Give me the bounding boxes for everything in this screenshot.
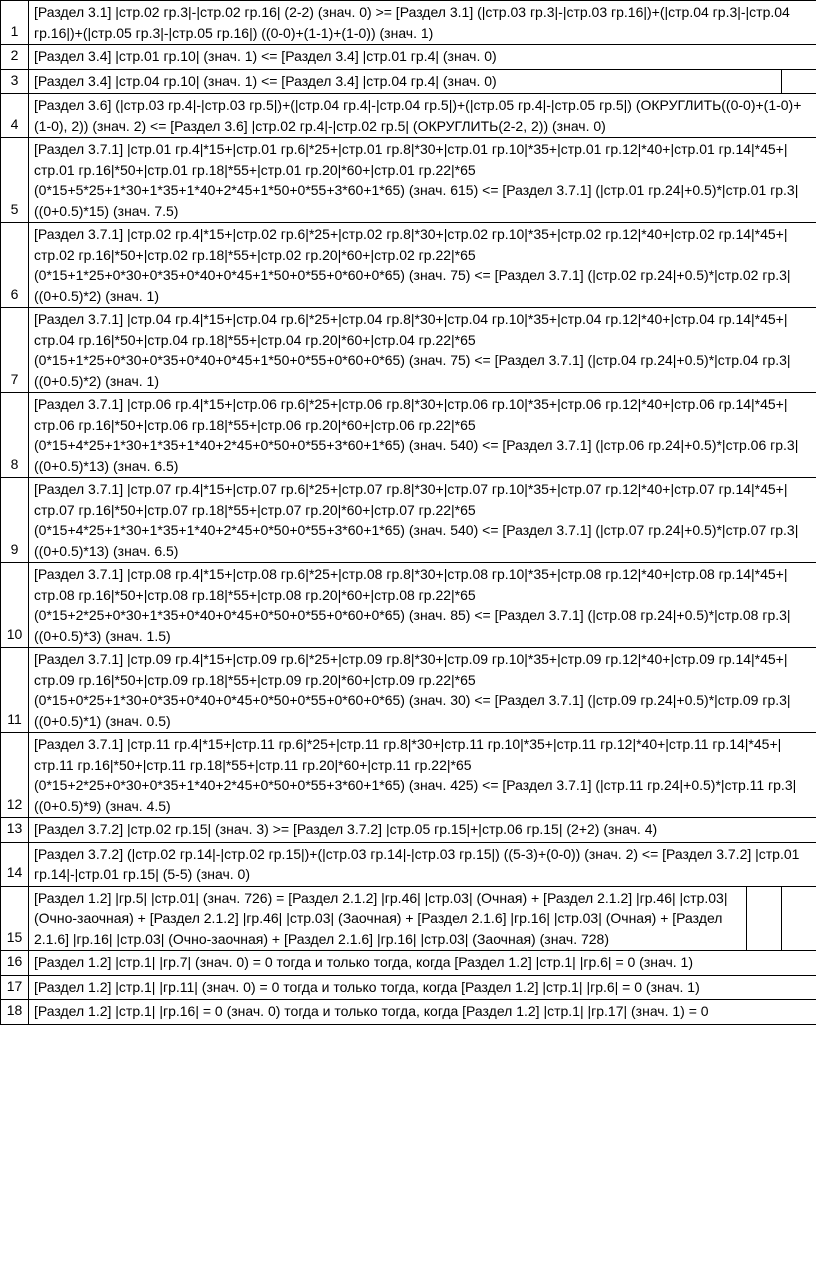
row-number: 3 xyxy=(1,70,29,95)
row-number: 8 xyxy=(1,393,29,478)
row-number: 12 xyxy=(1,733,29,818)
row-number: 7 xyxy=(1,308,29,393)
row-text: [Раздел 3.7.1] |стр.07 гр.4|*15+|стр.07 гр.6|*25+|стр.07 гр.8|*30+|стр.07 гр.10|*35+|стр.07 гр.12|*40+|стр.07 гр.14|*45+|стр.07 гр.16|*50+|стр.07 гр.18|*55+|стр.07 гр.20|*60+|стр.07 гр.22|*65 (0*15+4*25+1*30+1*35+1*40+2*45+0*50+0*55+3*60+1*65) (знач. 540) <= [Раздел 3.7.1] (|стр.07 гр.24|+0.5)*|стр.07 гр.3| ((0+0.5)*13) (знач. 6.5) xyxy=(29,478,816,563)
row-number: 9 xyxy=(1,478,29,563)
row-number: 10 xyxy=(1,563,29,648)
row-number: 15 xyxy=(1,887,29,952)
row-number: 14 xyxy=(1,843,29,887)
row-number: 5 xyxy=(1,138,29,223)
row-number: 18 xyxy=(1,1000,29,1025)
row-number: 17 xyxy=(1,976,29,1001)
row-number: 4 xyxy=(1,94,29,138)
empty-cell xyxy=(747,887,782,952)
row-number: 2 xyxy=(1,45,29,70)
row-text: [Раздел 1.2] |гр.5| |стр.01| (знач. 726) = [Раздел 2.1.2] |гр.46| |стр.03| (Очная) + [Раздел 2.1.2] |гр.46| |стр.03| (Очно-заочная) + [Раздел 2.1.2] |гр.46| |стр.03| (Заочная) + [Раздел 2.1.6] |гр.16| |стр.03| (Очная) + [Раздел 2.1.6] |гр.16| |стр.03| (Очно-заочная) + [Раздел 2.1.6] |гр.16| |стр.03| (Заочная) (знач. 728) xyxy=(29,887,747,952)
row-text: [Раздел 3.7.1] |стр.04 гр.4|*15+|стр.04 гр.6|*25+|стр.04 гр.8|*30+|стр.04 гр.10|*35+|стр.04 гр.12|*40+|стр.04 гр.14|*45+|стр.04 гр.16|*50+|стр.04 гр.18|*55+|стр.04 гр.20|*60+|стр.04 гр.22|*65 (0*15+1*25+0*30+0*35+0*40+0*45+1*50+0*55+0*60+0*65) (знач. 75) <= [Раздел 3.7.1] (|стр.04 гр.24|+0.5)*|стр.04 гр.3| ((0+0.5)*2) (знач. 1) xyxy=(29,308,816,393)
row-text: [Раздел 3.7.2] |стр.02 гр.15| (знач. 3) >= [Раздел 3.7.2] |стр.05 гр.15|+|стр.06 гр.15| (2+2) (знач. 4) xyxy=(29,818,816,843)
row-text: [Раздел 3.7.2] (|стр.02 гр.14|-|стр.02 гр.15|)+(|стр.03 гр.14|-|стр.03 гр.15|) ((5-3)+(0-0)) (знач. 2) <= [Раздел 3.7.2] |стр.01 гр.14|-|стр.01 гр.15| (5-5) (знач. 0) xyxy=(29,843,816,887)
row-text: [Раздел 3.7.1] |стр.01 гр.4|*15+|стр.01 гр.6|*25+|стр.01 гр.8|*30+|стр.01 гр.10|*35+|стр.01 гр.12|*40+|стр.01 гр.14|*45+|стр.01 гр.16|*50+|стр.01 гр.18|*55+|стр.01 гр.20|*60+|стр.01 гр.22|*65 (0*15+5*25+1*30+1*35+1*40+2*45+1*50+0*55+3*60+1*65) (знач. 615) <= [Раздел 3.7.1] (|стр.01 гр.24|+0.5)*|стр.01 гр.3| ((0+0.5)*15) (знач. 7.5) xyxy=(29,138,816,223)
row-text: [Раздел 3.6] (|стр.03 гр.4|-|стр.03 гр.5|)+(|стр.04 гр.4|-|стр.04 гр.5|)+(|стр.05 гр.4|-|стр.05 гр.5|) (ОКРУГЛИТЬ((0-0)+(1-0)+(1-0), 2)) (знач. 2) <= [Раздел 3.6] |стр.02 гр.4|-|стр.02 гр.5| (ОКРУГЛИТЬ(2-2, 2)) (знач. 0) xyxy=(29,94,816,138)
row-text: [Раздел 1.2] |стр.1| |гр.16| = 0 (знач. 0) тогда и только тогда, когда [Раздел 1.2] |стр.1| |гр.17| (знач. 1) = 0 xyxy=(29,1000,816,1025)
row-text: [Раздел 3.1] |стр.02 гр.3|-|стр.02 гр.16| (2-2) (знач. 0) >= [Раздел 3.1] (|стр.03 гр.3|-|стр.03 гр.16|)+(|стр.04 гр.3|-|стр.04 гр.16|)+(|стр.05 гр.3|-|стр.05 гр.16|) ((0-0)+(1-1)+(1-0)) (знач. 1) xyxy=(29,1,816,45)
row-text: [Раздел 3.4] |стр.01 гр.10| (знач. 1) <= [Раздел 3.4] |стр.01 гр.4| (знач. 0) xyxy=(29,45,816,70)
row-number: 6 xyxy=(1,223,29,308)
empty-cell xyxy=(782,70,816,95)
row-text: [Раздел 3.4] |стр.04 гр.10| (знач. 1) <= [Раздел 3.4] |стр.04 гр.4| (знач. 0) xyxy=(29,70,782,95)
row-text: [Раздел 3.7.1] |стр.08 гр.4|*15+|стр.08 гр.6|*25+|стр.08 гр.8|*30+|стр.08 гр.10|*35+|стр.08 гр.12|*40+|стр.08 гр.14|*45+|стр.08 гр.16|*50+|стр.08 гр.18|*55+|стр.08 гр.20|*60+|стр.08 гр.22|*65 (0*15+2*25+0*30+1*35+0*40+0*45+0*50+0*55+0*60+0*65) (знач. 85) <= [Раздел 3.7.1] (|стр.08 гр.24|+0.5)*|стр.08 гр.3| ((0+0.5)*3) (знач. 1.5) xyxy=(29,563,816,648)
row-number: 13 xyxy=(1,818,29,843)
row-text: [Раздел 1.2] |стр.1| |гр.11| (знач. 0) = 0 тогда и только тогда, когда [Раздел 1.2] |стр.1| |гр.6| = 0 (знач. 1) xyxy=(29,976,816,1001)
row-text: [Раздел 3.7.1] |стр.06 гр.4|*15+|стр.06 гр.6|*25+|стр.06 гр.8|*30+|стр.06 гр.10|*35+|стр.06 гр.12|*40+|стр.06 гр.14|*45+|стр.06 гр.16|*50+|стр.06 гр.18|*55+|стр.06 гр.20|*60+|стр.06 гр.22|*65 (0*15+4*25+1*30+1*35+1*40+2*45+0*50+0*55+3*60+1*65) (знач. 540) <= [Раздел 3.7.1] (|стр.06 гр.24|+0.5)*|стр.06 гр.3| ((0+0.5)*13) (знач. 6.5) xyxy=(29,393,816,478)
row-number: 1 xyxy=(1,1,29,45)
row-number: 11 xyxy=(1,648,29,733)
row-number: 16 xyxy=(1,951,29,976)
row-text: [Раздел 3.7.1] |стр.09 гр.4|*15+|стр.09 гр.6|*25+|стр.09 гр.8|*30+|стр.09 гр.10|*35+|стр.09 гр.12|*40+|стр.09 гр.14|*45+|стр.09 гр.16|*50+|стр.09 гр.18|*55+|стр.09 гр.20|*60+|стр.09 гр.22|*65 (0*15+0*25+1*30+0*35+0*40+0*45+0*50+0*55+0*60+0*65) (знач. 30) <= [Раздел 3.7.1] (|стр.09 гр.24|+0.5)*|стр.09 гр.3| ((0+0.5)*1) (знач. 0.5) xyxy=(29,648,816,733)
row-text: [Раздел 3.7.1] |стр.02 гр.4|*15+|стр.02 гр.6|*25+|стр.02 гр.8|*30+|стр.02 гр.10|*35+|стр.02 гр.12|*40+|стр.02 гр.14|*45+|стр.02 гр.16|*50+|стр.02 гр.18|*55+|стр.02 гр.20|*60+|стр.02 гр.22|*65 (0*15+1*25+0*30+0*35+0*40+0*45+1*50+0*55+0*60+0*65) (знач. 75) <= [Раздел 3.7.1] (|стр.02 гр.24|+0.5)*|стр.02 гр.3| ((0+0.5)*2) (знач. 1) xyxy=(29,223,816,308)
row-text: [Раздел 1.2] |стр.1| |гр.7| (знач. 0) = 0 тогда и только тогда, когда [Раздел 1.2] |стр.1| |гр.6| = 0 (знач. 1) xyxy=(29,951,816,976)
row-text: [Раздел 3.7.1] |стр.11 гр.4|*15+|стр.11 гр.6|*25+|стр.11 гр.8|*30+|стр.11 гр.10|*35+|стр.11 гр.12|*40+|стр.11 гр.14|*45+|стр.11 гр.16|*50+|стр.11 гр.18|*55+|стр.11 гр.20|*60+|стр.11 гр.22|*65 (0*15+2*25+0*30+0*35+1*40+2*45+0*50+0*55+3*60+1*65) (знач. 425) <= [Раздел 3.7.1] (|стр.11 гр.24|+0.5)*|стр.11 гр.3| ((0+0.5)*9) (знач. 4.5) xyxy=(29,733,816,818)
empty-cell xyxy=(782,887,816,952)
